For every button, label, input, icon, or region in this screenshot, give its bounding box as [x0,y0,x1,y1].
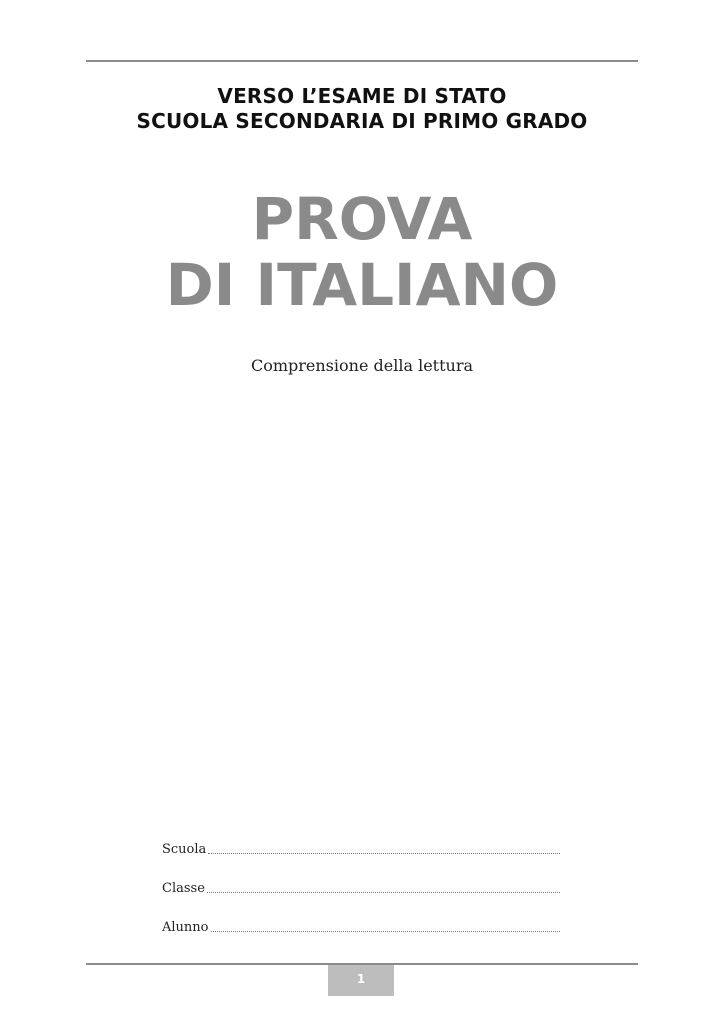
header-line-1: VERSO L’ESAME DI STATO [217,84,507,108]
title-line-2: DI ITALIANO [165,251,559,319]
student-info-form [162,818,560,935]
series-header [0,84,724,134]
student-label: Alunno [162,920,209,935]
school-fill-line[interactable] [208,852,560,854]
class-fill-line[interactable] [207,891,560,893]
page-title [0,186,724,318]
header-line-2: SCUOLA SECONDARIA DI PRIMO GRADO [136,109,588,133]
student-field[interactable] [162,896,560,935]
class-field[interactable] [162,857,560,896]
top-rule [86,60,638,62]
student-fill-line[interactable] [211,930,561,932]
title-line-1: PROVA [251,185,473,253]
page-number: 1 [328,965,394,996]
subtitle: Comprensione della lettura [250,356,474,375]
class-label: Classe [162,881,205,896]
school-label: Scuola [162,842,207,857]
school-field[interactable] [162,818,560,857]
